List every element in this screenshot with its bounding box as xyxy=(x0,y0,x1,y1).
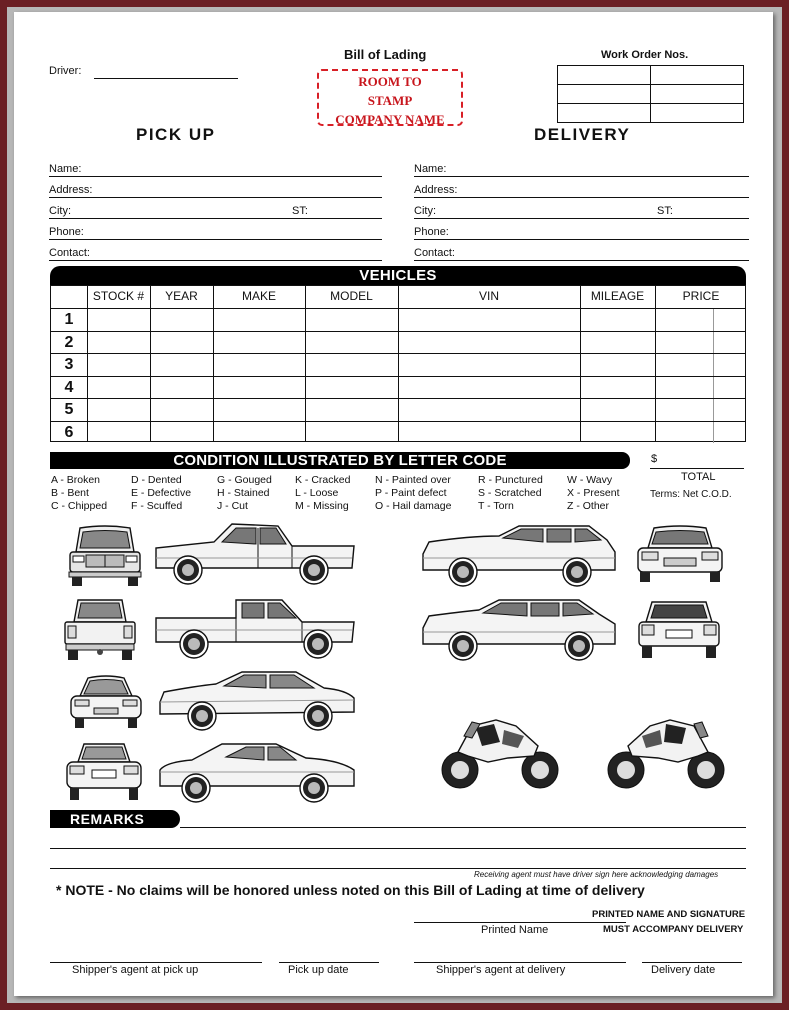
pickup-name-label: Name: xyxy=(49,163,82,175)
code-n: N - Painted over xyxy=(375,474,451,486)
sedan-side-icon xyxy=(156,668,358,734)
col-header-year: YEAR xyxy=(165,289,198,303)
regular-cab-truck-icon xyxy=(152,596,358,662)
shipper-delivery-label: Shipper's agent at delivery xyxy=(436,964,566,976)
terms-text: Terms: Net C.O.D. xyxy=(650,489,732,500)
sedan-rear-icon xyxy=(64,740,144,806)
vehicles-title-bar: VEHICLES xyxy=(50,266,746,285)
pickup-truck-front-icon xyxy=(66,522,144,586)
delivery-address-field[interactable] xyxy=(414,197,749,198)
pickup-date-field[interactable] xyxy=(279,962,379,963)
delivery-name-field[interactable] xyxy=(414,176,749,177)
condition-title-bar: CONDITION ILLUSTRATED BY LETTER CODE xyxy=(50,452,630,469)
table-col-divider xyxy=(655,286,656,441)
remarks-line[interactable] xyxy=(50,848,746,849)
signature-requirement-line1: PRINTED NAME AND SIGNATURE xyxy=(592,909,746,920)
suv-front-icon xyxy=(634,524,726,586)
code-row-clip xyxy=(50,512,610,520)
pickup-heading: PICK UP xyxy=(136,125,216,144)
table-col-divider xyxy=(150,286,151,441)
code-j: J - Cut xyxy=(217,500,248,512)
col-header-price: PRICE xyxy=(682,289,720,303)
shipper-delivery-signature-field[interactable] xyxy=(414,962,626,963)
work-order-grid xyxy=(557,65,744,123)
work-order-cell[interactable] xyxy=(558,85,651,104)
pickup-address-label: Address: xyxy=(49,184,93,196)
code-l: L - Loose xyxy=(295,487,339,499)
delivery-heading: DELIVERY xyxy=(534,125,631,144)
table-row[interactable] xyxy=(51,421,745,422)
form-title: Bill of Lading xyxy=(344,47,427,62)
pickup-contact-label: Contact: xyxy=(49,247,90,259)
work-order-cell[interactable] xyxy=(651,66,744,85)
code-b: B - Bent xyxy=(51,487,89,499)
remarks-line[interactable] xyxy=(180,827,746,828)
row-number: 5 xyxy=(64,401,74,418)
row-number: 6 xyxy=(64,424,74,441)
company-stamp-box xyxy=(317,69,463,126)
table-row[interactable] xyxy=(51,331,745,332)
remarks-title-bar: REMARKS xyxy=(50,810,180,828)
total-label: TOTAL xyxy=(681,471,716,483)
claims-note: * NOTE - No claims will be honored unless noted on this Bill of Lading at time of delivery xyxy=(56,882,645,898)
driver-field[interactable] xyxy=(94,78,238,79)
stamp-line-1: ROOM TO xyxy=(358,74,422,89)
code-s: S - Scratched xyxy=(478,487,542,499)
row-number: 1 xyxy=(64,311,74,328)
motorcycle-left-icon xyxy=(438,712,560,792)
table-col-divider xyxy=(305,286,306,441)
pickup-city-label: City: xyxy=(49,205,71,217)
shipper-pickup-label: Shipper's agent at pick up xyxy=(72,964,199,976)
delivery-city-field[interactable] xyxy=(414,218,749,219)
table-row[interactable] xyxy=(51,376,745,377)
delivery-phone-field[interactable] xyxy=(414,239,749,240)
agent-sign-note: Receiving agent must have driver sign here acknowledging damages xyxy=(474,870,719,879)
col-header-mileage: MILEAGE xyxy=(590,289,645,303)
table-row[interactable] xyxy=(51,353,745,354)
suv-side-icon xyxy=(419,522,619,590)
delivery-date-label: Delivery date xyxy=(651,964,716,976)
code-d: D - Dented xyxy=(131,474,182,486)
pickup-phone-label: Phone: xyxy=(49,226,84,238)
delivery-contact-field[interactable] xyxy=(414,260,749,261)
code-a: A - Broken xyxy=(51,474,101,486)
delivery-phone-label: Phone: xyxy=(414,226,449,238)
dollar-sign: $ xyxy=(651,453,658,465)
sedan-front-icon xyxy=(68,672,144,734)
code-w: W - Wavy xyxy=(567,474,613,486)
code-c: C - Chipped xyxy=(51,500,108,512)
pickup-date-label: Pick up date xyxy=(288,964,349,976)
total-amount-field[interactable] xyxy=(650,468,744,469)
signature-requirement-line2: MUST ACCOMPANY DELIVERY xyxy=(603,924,744,935)
delivery-contact-label: Contact: xyxy=(414,247,455,259)
work-order-cell[interactable] xyxy=(651,85,744,104)
printed-name-field[interactable] xyxy=(414,922,626,923)
printed-name-label: Printed Name xyxy=(481,924,549,936)
bill-of-lading-form xyxy=(14,12,773,996)
delivery-date-field[interactable] xyxy=(642,962,742,963)
code-x: X - Present xyxy=(567,487,620,499)
code-t: T - Torn xyxy=(478,500,514,512)
work-order-cell[interactable] xyxy=(651,104,744,123)
suv-side-2-icon xyxy=(419,596,619,664)
col-header-stock: STOCK # xyxy=(92,289,145,303)
code-e: E - Defective xyxy=(131,487,192,499)
driver-label: Driver: xyxy=(49,65,82,77)
col-header-make: MAKE xyxy=(241,289,276,303)
code-z: Z - Other xyxy=(567,500,610,512)
row-number: 2 xyxy=(64,334,74,351)
code-h: H - Stained xyxy=(217,487,270,499)
remarks-line[interactable] xyxy=(50,868,746,869)
table-col-divider xyxy=(87,286,88,441)
pickup-truck-side-icon xyxy=(152,520,358,588)
table-row[interactable] xyxy=(51,398,745,399)
delivery-city-label: City: xyxy=(414,205,436,217)
delivery-name-label: Name: xyxy=(414,163,447,175)
work-order-label: Work Order Nos. xyxy=(601,49,689,61)
delivery-st-label: ST: xyxy=(657,205,673,217)
col-header-vin: VIN xyxy=(478,289,499,303)
col-header-model: MODEL xyxy=(330,289,373,303)
stamp-line-3: COMPANY NAME xyxy=(335,112,445,127)
shipper-pickup-signature-field[interactable] xyxy=(50,962,262,963)
table-col-divider xyxy=(580,286,581,441)
vehicles-table xyxy=(50,285,746,442)
code-g: G - Gouged xyxy=(217,474,272,486)
code-r: R - Punctured xyxy=(478,474,543,486)
pickup-name-field[interactable] xyxy=(49,176,382,177)
work-order-cell[interactable] xyxy=(558,104,651,123)
motorcycle-right-icon xyxy=(606,712,728,792)
work-order-cell[interactable] xyxy=(558,66,651,85)
row-number: 4 xyxy=(64,379,74,396)
delivery-address-label: Address: xyxy=(414,184,458,196)
table-col-divider xyxy=(398,286,399,441)
code-o: O - Hail damage xyxy=(375,500,452,512)
pickup-address-field[interactable] xyxy=(49,197,382,198)
pickup-phone-field[interactable] xyxy=(49,239,382,240)
suv-rear-icon xyxy=(636,598,722,662)
code-p: P - Paint defect xyxy=(375,487,447,499)
pickup-st-label: ST: xyxy=(292,205,308,217)
pickup-contact-field[interactable] xyxy=(49,260,382,261)
pickup-city-field[interactable] xyxy=(49,218,382,219)
code-f: F - Scuffed xyxy=(131,500,183,512)
table-row[interactable] xyxy=(51,308,745,309)
pickup-truck-rear-icon xyxy=(62,596,138,662)
code-k: K - Cracked xyxy=(295,474,351,486)
sedan-side-2-icon xyxy=(156,740,358,806)
stamp-line-2: STAMP xyxy=(367,93,413,108)
row-number: 3 xyxy=(64,356,74,373)
table-col-divider xyxy=(213,286,214,441)
code-m: M - Missing xyxy=(295,500,349,512)
